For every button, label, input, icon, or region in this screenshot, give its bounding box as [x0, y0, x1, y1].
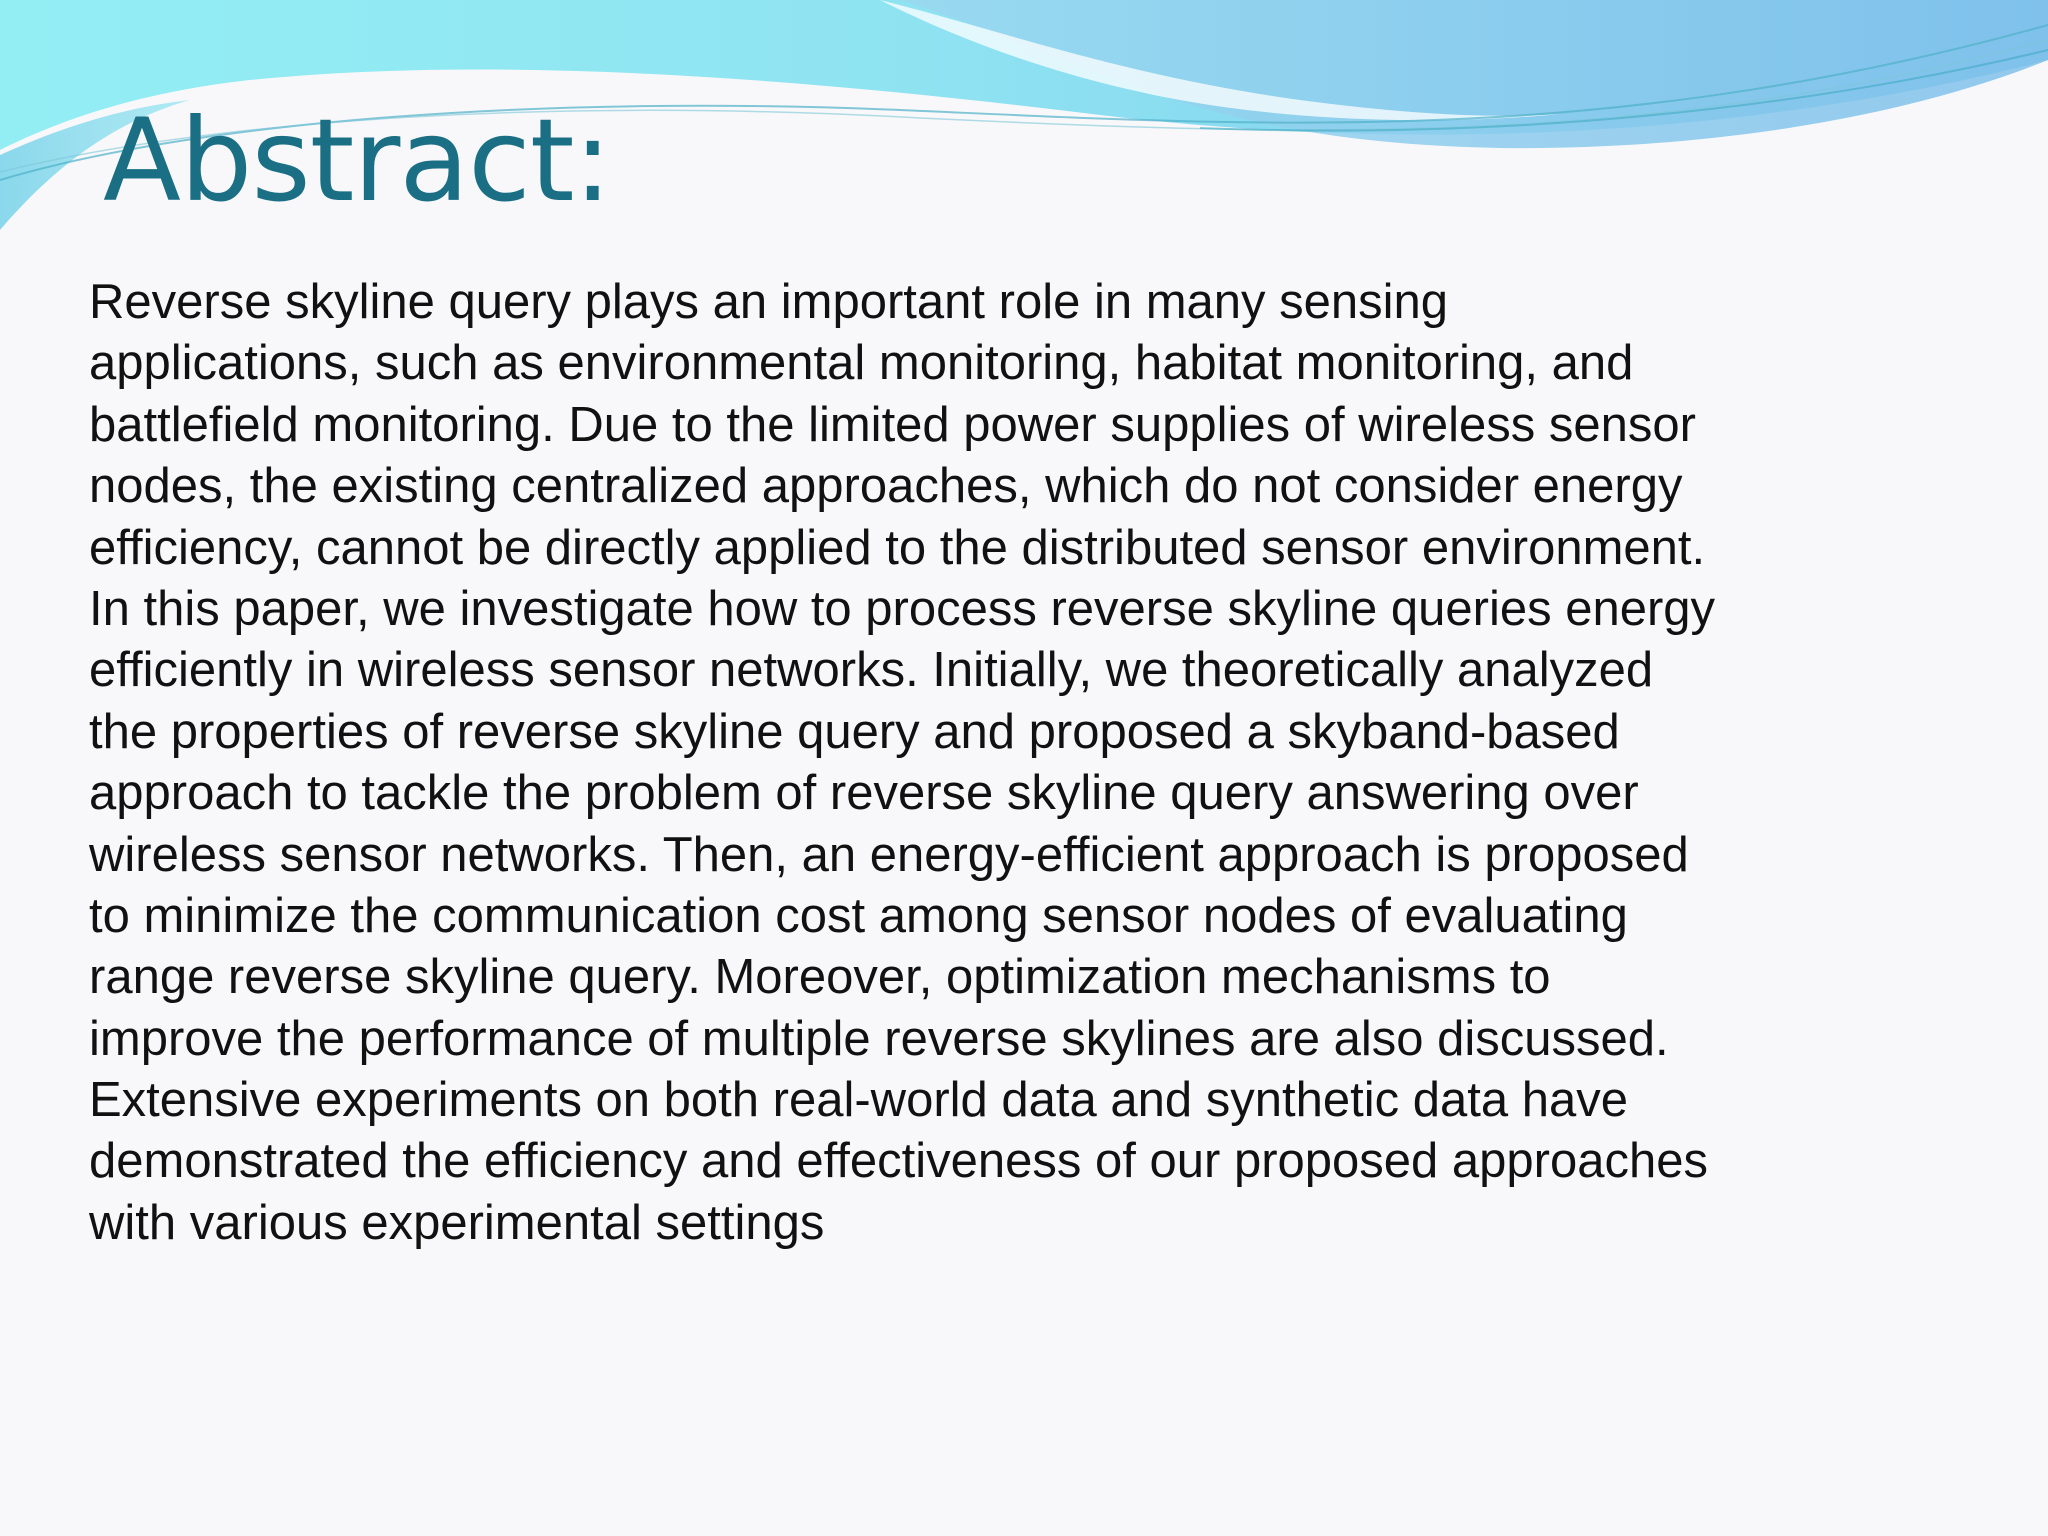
- abstract-line: applications, such as environmental monitoring, habitat monitoring, and: [89, 336, 1634, 391]
- abstract-line: In this paper, we investigate how to process reverse skyline queries energy: [89, 581, 1716, 636]
- abstract-line: range reverse skyline query. Moreover, optimization mechanisms to: [89, 950, 1551, 1005]
- slide-title: Abstract:: [103, 94, 611, 227]
- abstract-line: nodes, the existing centralized approaches, which do not consider energy: [89, 459, 1683, 514]
- abstract-line: approach to tackle the problem of reverse skyline query answering over: [89, 766, 1639, 821]
- abstract-body: [89, 272, 1989, 1254]
- abstract-line: Extensive experiments on both real-world data and synthetic data have: [89, 1073, 1628, 1128]
- abstract-line: improve the performance of multiple reverse skylines are also discussed.: [89, 1011, 1669, 1066]
- abstract-line: to minimize the communication cost among sensor nodes of evaluating: [89, 888, 1628, 943]
- abstract-line: efficiently in wireless sensor networks. Initially, we theoretically analyzed: [89, 643, 1654, 698]
- abstract-line: efficiency, cannot be directly applied to the distributed sensor environment.: [89, 520, 1706, 575]
- abstract-line: with various experimental settings: [89, 1195, 825, 1250]
- abstract-line: Reverse skyline query plays an important role in many sensing: [89, 275, 1449, 329]
- abstract-line: wireless sensor networks. Then, an energy-efficient approach is proposed: [89, 827, 1689, 882]
- abstract-line: battlefield monitoring. Due to the limited power supplies of wireless sensor: [89, 397, 1696, 452]
- abstract-line: demonstrated the efficiency and effectiveness of our proposed approaches: [89, 1134, 1708, 1189]
- abstract-line: the properties of reverse skyline query and proposed a skyband-based: [89, 704, 1620, 759]
